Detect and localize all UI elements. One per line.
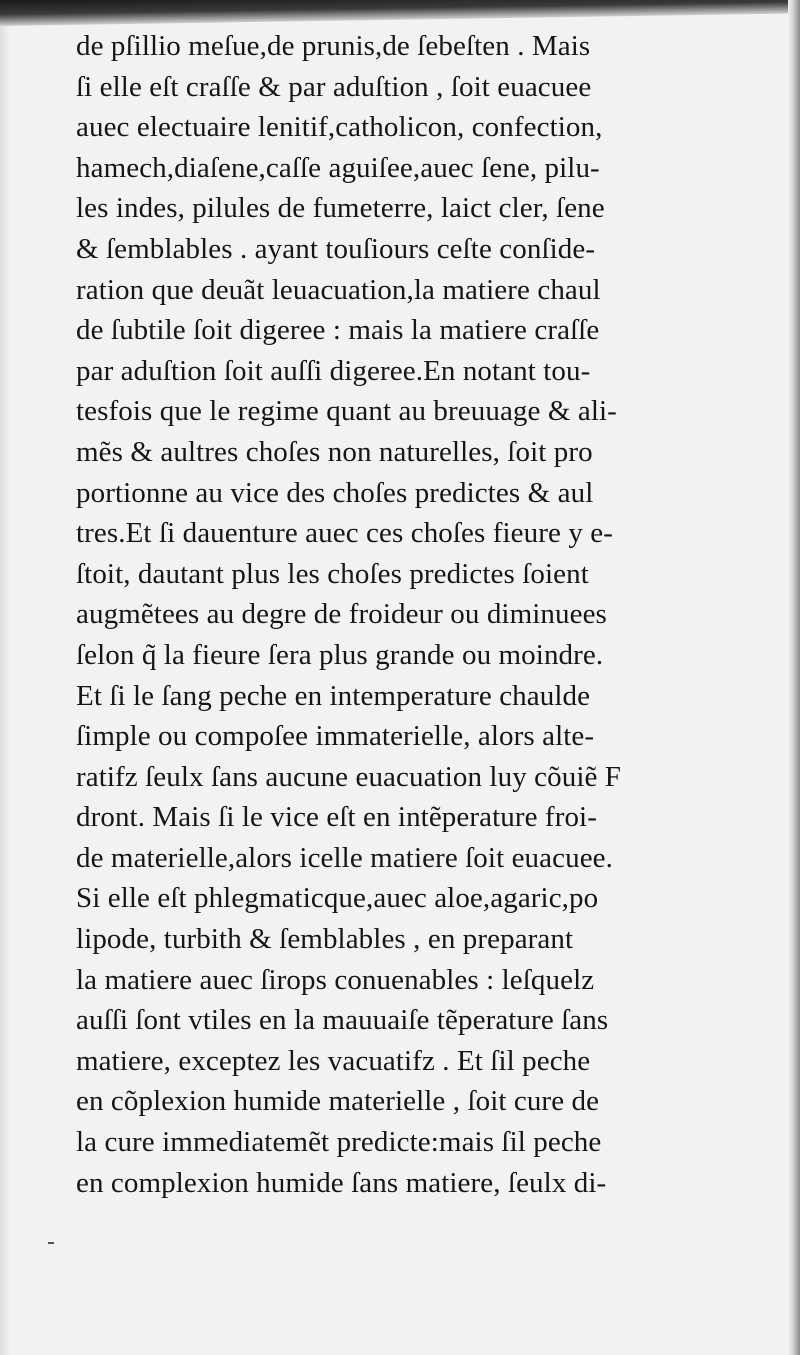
text-line: mẽs & aultres choſes non naturelles, ſoit pro [76, 435, 593, 468]
text-line: de materielle,alors icelle matiere ſoit euacuee. [76, 841, 613, 874]
text-line: tesfois que le regime quant au breuuage & ali- [76, 395, 617, 428]
text-line: ſimple ou compoſee immaterielle, alors alte- [76, 720, 595, 753]
text-line: auſſi ſont vtiles en la mauuaiſe tẽperature ſans [76, 1004, 609, 1037]
text-line: par aduſtion ſoit auſſi digeree.En notant tou- [76, 354, 591, 387]
text-line: en complexion humide ſans matiere, ſeulx di- [76, 1166, 607, 1199]
page-gutter-shadow [0, 0, 10, 1355]
text-line: ſi elle eſt craſſe & par aduſtion , ſoit euacuee [76, 70, 592, 103]
text-line: de pſillio meſue,de prunis,de ſebeſten . Mais [76, 30, 591, 62]
text-line: dront. Mais ſi le vice eſt en intẽperature froi- [76, 801, 597, 834]
text-line: de ſubtile ſoit digeree : mais la matiere craſſe [76, 314, 600, 347]
body-text [76, 26, 776, 1203]
text-line: & ſemblables . ayant touſiours ceſte conſide- [76, 232, 596, 265]
text-line: lipode, turbith & ſemblables , en preparant [76, 923, 574, 956]
text-line: tres.Et ſi dauenture auec ces choſes fieure y e- [76, 517, 614, 550]
text-line: ration que deuãt leuacuation,la matiere chaul [76, 273, 601, 306]
text-line: la matiere auec ſirops conuenables : leſquelz [76, 963, 595, 996]
page-right-edge [788, 0, 800, 1355]
ink-speck [48, 1242, 54, 1244]
text-line: matiere, exceptez les vacuatifz . Et ſil peche [76, 1044, 591, 1077]
text-line: augmẽtees au degre de froideur ou diminuees [76, 598, 607, 631]
text-line: ſelon q̃ la fieure ſera plus grande ou moindre. [76, 638, 604, 671]
text-line: ſtoit, dautant plus les choſes predictes ſoient [76, 557, 589, 590]
text-line: Si elle eſt phlegmaticque,auec aloe,agaric,po [76, 882, 599, 915]
text-line: ratifz ſeulx ſans aucune euacuation luy cõuiẽ F [76, 760, 622, 793]
text-line: les indes, pilules de fumeterre, laict cler, ſene [76, 192, 605, 225]
text-line: Et ſi le ſang peche en intemperature chaulde [76, 679, 591, 712]
text-line: hamech,diaſene,caſſe aguiſee,auec ſene, pilu- [76, 151, 600, 184]
text-line: auec electuaire lenitif,catholicon, confection, [76, 111, 603, 144]
text-line: la cure immediatemẽt predicte:mais ſil peche [76, 1126, 602, 1159]
text-line: en cõplexion humide materielle , ſoit cure de [76, 1085, 600, 1118]
page-top-edge [0, 0, 800, 26]
text-line: portionne au vice des choſes predictes & aul [76, 476, 594, 509]
